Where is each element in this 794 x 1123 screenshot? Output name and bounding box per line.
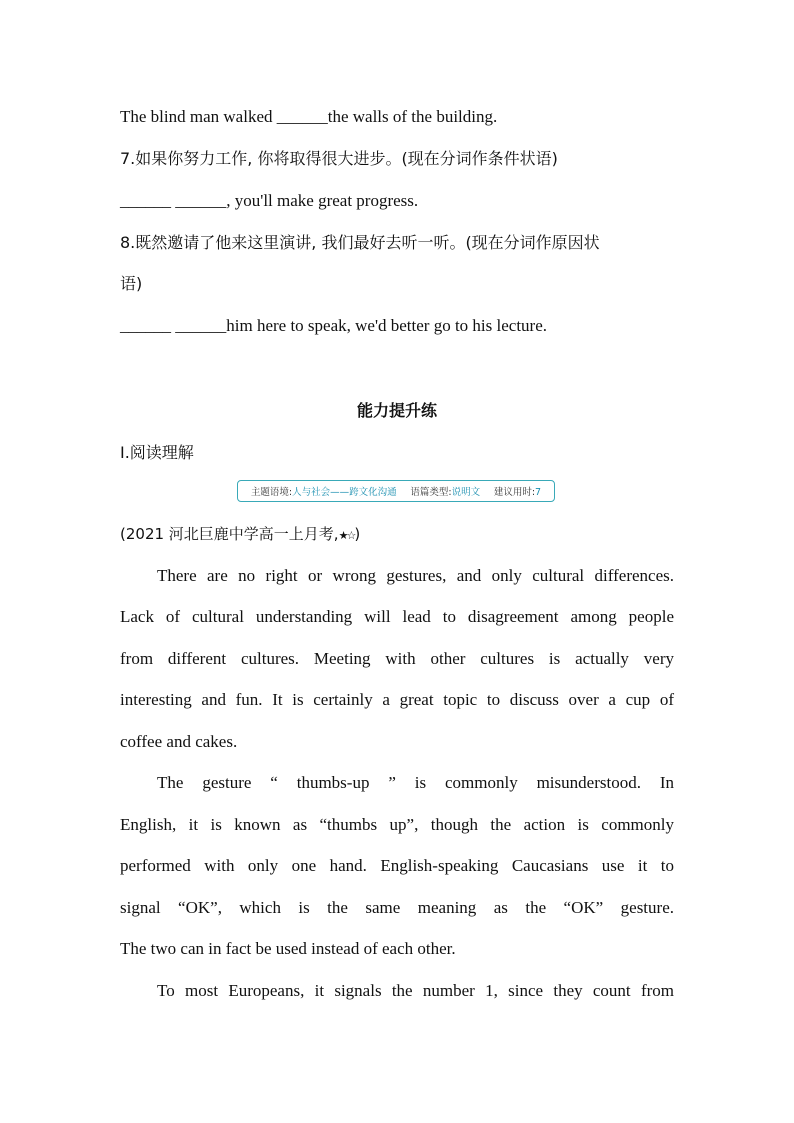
answer-8: ______ ______him here to speak, we'd better go to his lecture. bbox=[120, 316, 548, 335]
answer-7: ______ ______, you'll make great progress. bbox=[120, 191, 419, 210]
section-title: 能力提升练 bbox=[356, 401, 437, 420]
info-box bbox=[237, 480, 555, 502]
sentence-blind-man: The blind man walked ______the walls of the building. bbox=[120, 107, 498, 126]
p1-line-3: from different cultures. Meeting with other cultures is actually very bbox=[120, 649, 674, 668]
theme-info: 主题语境:人与社会——跨文化沟通 bbox=[250, 487, 397, 498]
p2-line-2: English, it is known as “thumbs up”, though the action is commonly bbox=[120, 815, 674, 834]
p1-line-1: There are no right or wrong gestures, and only cultural differences. bbox=[157, 566, 674, 585]
p2-line-5: The two can in fact be used instead of each other. bbox=[120, 939, 456, 958]
part-title: Ⅰ.阅读理解 bbox=[120, 443, 194, 462]
question-8: 8.既然邀请了他来这里演讲, 我们最好去听一听。(现在分词作原因状 bbox=[120, 233, 600, 252]
p1-line-5: coffee and cakes. bbox=[120, 732, 238, 751]
p2-line-1: The gesture “ thumbs-up ” is commonly misunderstood. In bbox=[157, 773, 674, 792]
source-line: (2021 河北巨鹿中学高一上月考,★☆) bbox=[120, 525, 361, 543]
p2-line-4: signal “OK”, which is the same meaning as the “OK” gesture. bbox=[120, 898, 674, 917]
type-info: 语篇类型:说明文 bbox=[410, 487, 481, 498]
time-info: 建议用时:7 bbox=[493, 487, 542, 498]
p1-line-2: Lack of cultural understanding will lead to disagreement among people bbox=[120, 607, 674, 626]
p3-line-1: To most Europeans, it signals the number 1, since they count from bbox=[157, 981, 674, 1000]
p2-line-3: performed with only one hand. English-speaking Caucasians use it to bbox=[120, 856, 674, 875]
question-8-cont: 语) bbox=[120, 274, 143, 293]
difficulty-star-icon: ★☆ bbox=[338, 529, 355, 542]
p1-line-4: interesting and fun. It is certainly a great topic to discuss over a cup of bbox=[120, 690, 674, 709]
question-7: 7.如果你努力工作, 你将取得很大进步。(现在分词作条件状语) bbox=[120, 149, 558, 168]
